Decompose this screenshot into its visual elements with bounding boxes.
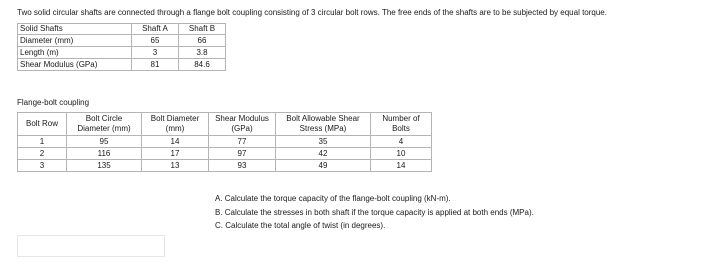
table-header: Bolt Diameter (mm) xyxy=(142,113,209,136)
coupling-title: Flange-bolt coupling xyxy=(17,98,90,107)
question-item: B. Calculate the stresses in both shaft if the torque capacity is applied at both ends (MPa). xyxy=(215,207,534,217)
table-cell: 3 xyxy=(18,160,67,172)
shafts-table xyxy=(17,23,226,71)
table-cell: 3 xyxy=(132,47,179,59)
table-row xyxy=(18,47,226,59)
table-row xyxy=(18,59,226,71)
table-cell: 2 xyxy=(18,148,67,160)
table-cell: 14 xyxy=(371,160,432,172)
table-row xyxy=(18,136,432,148)
table-cell: 10 xyxy=(371,148,432,160)
table-cell: 13 xyxy=(142,160,209,172)
answer-input-box[interactable] xyxy=(17,235,165,257)
table-cell: 17 xyxy=(142,148,209,160)
table-row xyxy=(18,148,432,160)
table-cell: 81 xyxy=(132,59,179,71)
question-item: A. Calculate the torque capacity of the flange-bolt coupling (kN-m). xyxy=(215,194,451,203)
table-header-row xyxy=(18,113,432,136)
table-cell: Diameter (mm) xyxy=(18,35,132,47)
table-cell: 65 xyxy=(132,35,179,47)
table-header: Bolt Circle Diameter (mm) xyxy=(67,113,142,136)
table-cell: 3.8 xyxy=(179,47,226,59)
table-cell: Length (m) xyxy=(18,47,132,59)
table-header: Bolt Allowable Shear Stress (MPa) xyxy=(276,113,371,136)
table-cell: 95 xyxy=(67,136,142,148)
question-list xyxy=(215,192,534,233)
table-cell: 49 xyxy=(276,160,371,172)
coupling-table xyxy=(17,112,432,172)
table-header: Solid Shafts xyxy=(18,24,132,35)
table-header-row xyxy=(18,24,226,35)
table-cell: 14 xyxy=(142,136,209,148)
table-header: Number of Bolts xyxy=(371,113,432,136)
table-cell: 77 xyxy=(209,136,276,148)
table-cell: 84.6 xyxy=(179,59,226,71)
table-cell: 35 xyxy=(276,136,371,148)
table-row xyxy=(18,160,432,172)
table-cell: 97 xyxy=(209,148,276,160)
table-cell: 135 xyxy=(67,160,142,172)
table-header: Bolt Row xyxy=(18,113,67,136)
table-cell: 116 xyxy=(67,148,142,160)
table-row xyxy=(18,35,226,47)
table-cell: 1 xyxy=(18,136,67,148)
table-cell: 42 xyxy=(276,148,371,160)
table-header: Shaft B xyxy=(179,24,226,35)
table-header: Shear Modulus (GPa) xyxy=(209,113,276,136)
table-cell: Shear Modulus (GPa) xyxy=(18,59,132,71)
table-cell: 66 xyxy=(179,35,226,47)
table-cell: 93 xyxy=(209,160,276,172)
table-cell: 4 xyxy=(371,136,432,148)
problem-statement: Two solid circular shafts are connected through a flange bolt coupling consisting of 3 circular bolt rows. The free ends of the shafts are to be subjected by equal torque. xyxy=(17,8,607,17)
table-header: Shaft A xyxy=(132,24,179,35)
question-item: C. Calculate the total angle of twist (in degrees). xyxy=(215,221,386,230)
